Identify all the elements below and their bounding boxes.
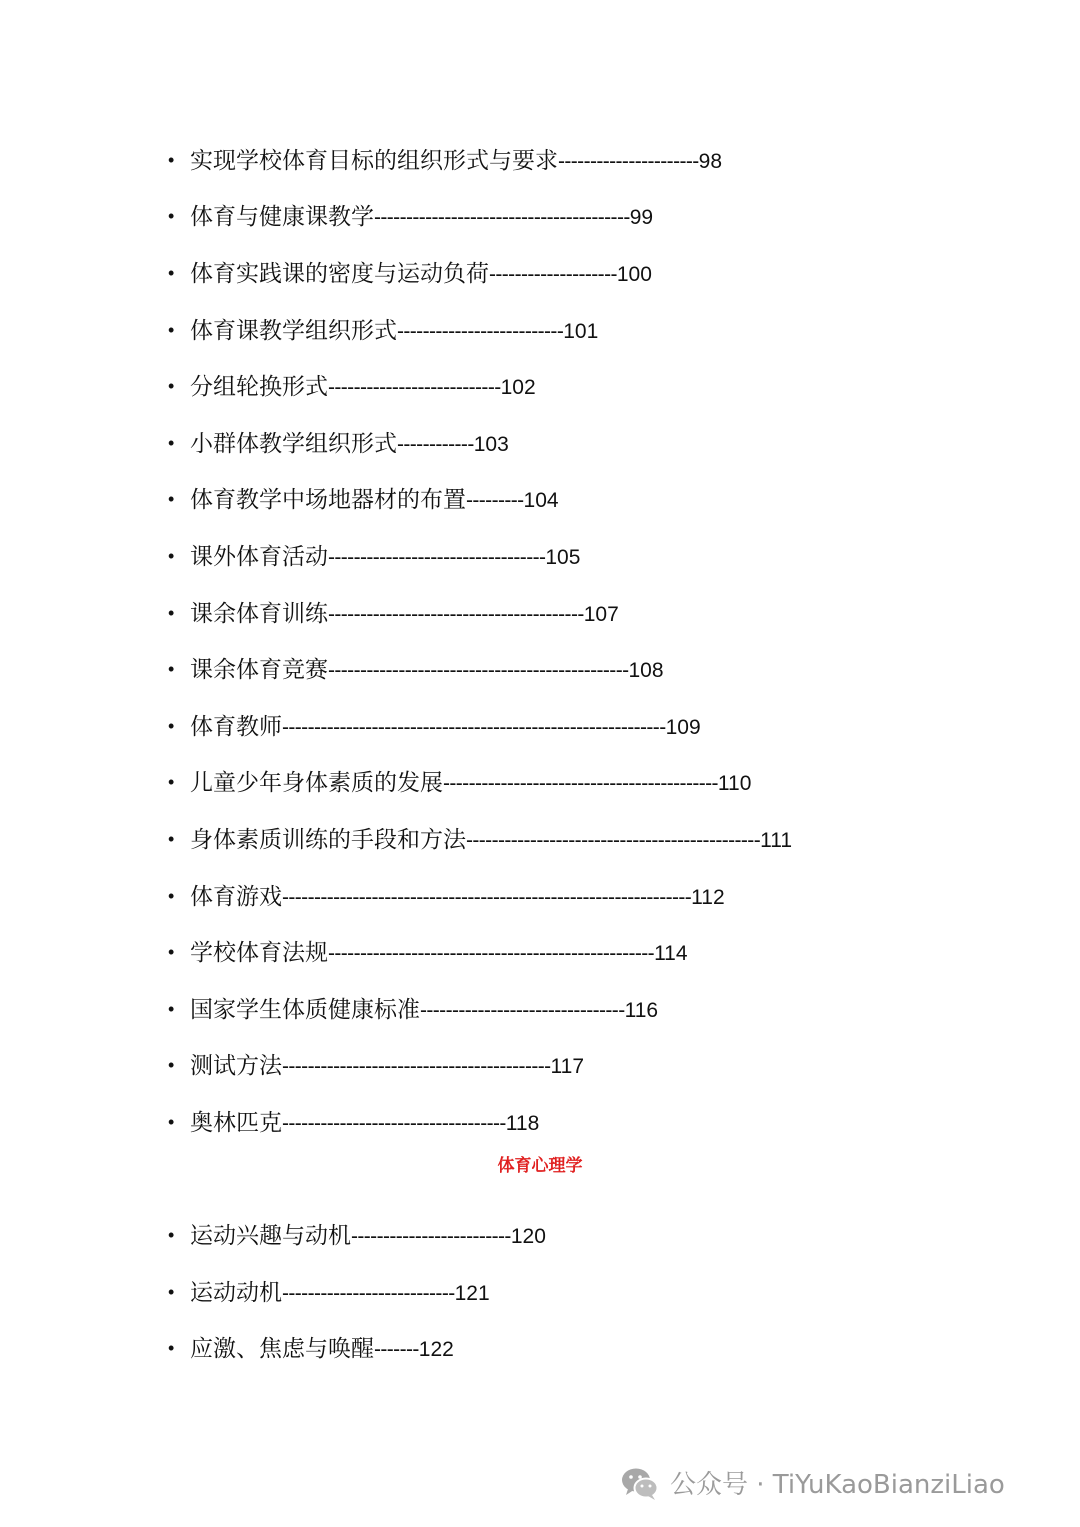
toc-item-page: 110 — [717, 772, 752, 795]
toc-item[interactable] — [168, 1333, 454, 1363]
toc-item-leader: --------------------------------------------------- — [328, 942, 655, 965]
toc-item-leader: ----------------------------------------------- — [328, 659, 629, 682]
watermark — [620, 1464, 1005, 1501]
toc-item-title: 体育游戏 — [190, 884, 282, 910]
toc-item[interactable] — [168, 598, 619, 628]
toc-item[interactable] — [168, 371, 536, 401]
toc-item-title: 体育教学中场地器材的布置 — [190, 487, 466, 513]
toc-item[interactable] — [168, 1050, 584, 1080]
toc-item-page: 117 — [550, 1055, 584, 1078]
toc-item-page: 100 — [616, 263, 652, 286]
toc-item-leader: -------------------- — [489, 263, 617, 286]
toc-item-title: 国家学生体质健康标准 — [190, 997, 420, 1023]
toc-item-page: 122 — [418, 1338, 454, 1361]
toc-item-leader: ----------------------------------- — [282, 1112, 506, 1135]
toc-item-title: 课外体育活动 — [190, 544, 328, 570]
bullet-icon: • — [168, 376, 175, 396]
bullet-icon: • — [168, 603, 175, 623]
bullet-icon: • — [168, 1055, 175, 1075]
toc-item-leader: ------------ — [397, 433, 474, 456]
toc-item[interactable] — [168, 994, 658, 1024]
toc-item-title: 课余体育训练 — [190, 601, 328, 627]
toc-item-page: 118 — [505, 1112, 540, 1135]
toc-item-leader: ---------------------------------------- — [374, 206, 630, 229]
bullet-icon: • — [168, 546, 175, 566]
toc-item-page: 116 — [624, 999, 659, 1022]
toc-item-page: 120 — [510, 1225, 546, 1248]
bullet-icon: • — [168, 1338, 175, 1358]
toc-item-page: 107 — [583, 603, 619, 626]
toc-item[interactable] — [168, 767, 751, 797]
wechat-icon — [620, 1465, 660, 1501]
toc-item-page: 104 — [523, 489, 559, 512]
bullet-icon: • — [168, 206, 175, 226]
toc-item-page: 114 — [654, 942, 688, 965]
section-heading: 体育心理学 — [497, 1156, 583, 1176]
toc-item-page: 105 — [545, 546, 581, 569]
toc-item-title: 体育教师 — [190, 714, 282, 740]
toc-item-title: 实现学校体育目标的组织形式与要求 — [190, 148, 558, 174]
bullet-icon: • — [168, 659, 175, 679]
toc-item-title: 体育实践课的密度与运动负荷 — [190, 261, 489, 287]
toc-item-title: 运动兴趣与动机 — [190, 1223, 351, 1249]
bullet-icon: • — [168, 150, 175, 170]
toc-item[interactable] — [168, 428, 509, 458]
toc-item-page: 103 — [473, 433, 509, 456]
toc-item[interactable] — [168, 937, 688, 967]
toc-item-page: 109 — [665, 716, 701, 739]
toc-item-title: 学校体育法规 — [190, 940, 328, 966]
bullet-icon: • — [168, 489, 175, 509]
toc-item[interactable] — [168, 258, 652, 288]
toc-item[interactable] — [168, 711, 701, 741]
toc-item-title: 体育与健康课教学 — [190, 204, 374, 230]
toc-item-page: 111 — [760, 829, 793, 852]
bullet-icon: • — [168, 716, 175, 736]
toc-item[interactable] — [168, 824, 792, 854]
bullet-icon: • — [168, 829, 175, 849]
toc-item[interactable] — [168, 315, 598, 345]
toc-item-leader: ------------------------------------------ — [282, 1055, 551, 1078]
bullet-icon: • — [168, 1225, 175, 1245]
bullet-icon: • — [168, 1112, 175, 1132]
toc-item-page: 102 — [500, 376, 536, 399]
bullet-icon: • — [168, 1282, 175, 1302]
toc-item-leader: ------------------------------------------------------------ — [282, 716, 666, 739]
toc-item-title: 奥林匹克 — [190, 1110, 282, 1136]
toc-item-title: 体育课教学组织形式 — [190, 318, 397, 344]
bullet-icon: • — [168, 942, 175, 962]
toc-item-title: 小群体教学组织形式 — [190, 431, 397, 457]
toc-item-title: 课余体育竞赛 — [190, 657, 328, 683]
watermark-text: 公众号 · TiYuKaoBianziLiao — [670, 1470, 1005, 1500]
toc-item-leader: -------------------------- — [397, 320, 564, 343]
toc-item[interactable] — [168, 541, 580, 571]
toc-item[interactable] — [168, 881, 725, 911]
bullet-icon: • — [168, 999, 175, 1019]
toc-item-page: 108 — [628, 659, 664, 682]
bullet-icon: • — [168, 320, 175, 340]
toc-item-title: 测试方法 — [190, 1053, 282, 1079]
toc-item[interactable] — [168, 1277, 490, 1307]
toc-item-leader: -------------------------------- — [420, 999, 625, 1022]
toc-item-leader: ---------------------- — [558, 150, 699, 173]
toc-item-page: 101 — [563, 320, 599, 343]
toc-item-leader: --------- — [466, 489, 524, 512]
toc-item-leader: --------------------------- — [328, 376, 501, 399]
toc-item-page: 112 — [691, 886, 725, 909]
toc-item[interactable] — [168, 145, 722, 175]
toc-item-leader: ---------------------------------------------------------------- — [282, 886, 692, 909]
toc-item-leader: --------------------------- — [282, 1282, 455, 1305]
bullet-icon: • — [168, 886, 175, 906]
toc-item-title: 运动动机 — [190, 1280, 282, 1306]
toc-item-page: 98 — [698, 150, 723, 173]
bullet-icon: • — [168, 772, 175, 792]
toc-item-leader: ------- — [374, 1338, 419, 1361]
bullet-icon: • — [168, 433, 175, 453]
toc-item-leader: ------------------------------------------- — [443, 772, 718, 795]
toc-item[interactable] — [168, 1107, 539, 1137]
toc-item-leader: ---------------------------------------------- — [466, 829, 761, 852]
toc-item-title: 应激、焦虑与唤醒 — [190, 1336, 374, 1362]
toc-item-title: 分组轮换形式 — [190, 374, 328, 400]
toc-item-leader: ------------------------- — [351, 1225, 511, 1248]
toc-item-title: 儿童少年身体素质的发展 — [190, 770, 443, 796]
toc-item[interactable] — [168, 654, 664, 684]
toc-item[interactable] — [168, 201, 653, 231]
toc-item[interactable] — [168, 484, 559, 514]
toc-item-page: 99 — [629, 206, 654, 229]
toc-item-leader: ---------------------------------- — [328, 546, 546, 569]
toc-item-title: 身体素质训练的手段和方法 — [190, 827, 466, 853]
toc-item-page: 121 — [454, 1282, 490, 1305]
toc-item[interactable] — [168, 1220, 546, 1250]
toc-item-leader: ---------------------------------------- — [328, 603, 584, 626]
bullet-icon: • — [168, 263, 175, 283]
